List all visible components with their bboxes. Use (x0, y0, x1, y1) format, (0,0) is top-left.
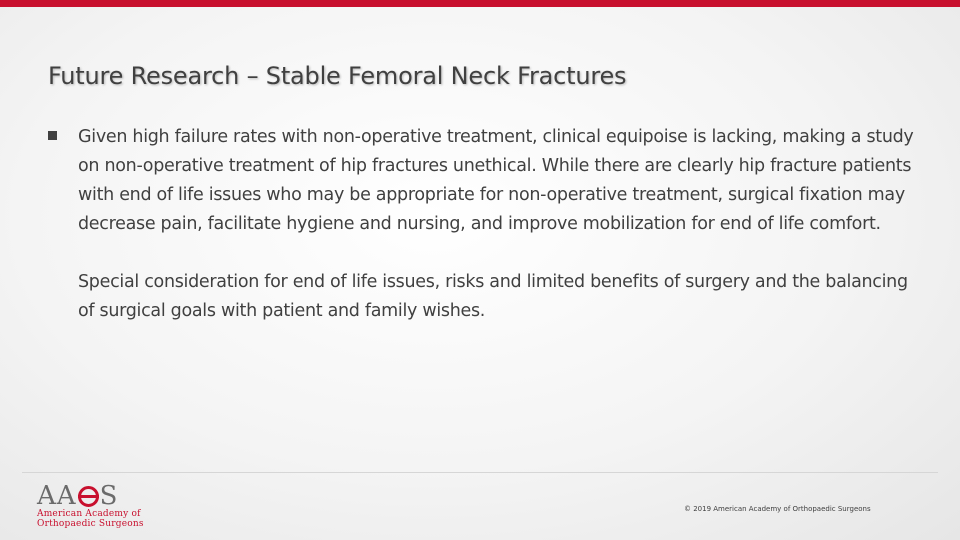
bullet-item (48, 123, 928, 326)
copyright-notice: © 2019 American Academy of Orthopaedic Surgeons (684, 505, 871, 513)
logo-line-1: American Academy of (37, 509, 141, 519)
logo-mark (37, 483, 157, 509)
paragraph-1: Given high failure rates with non-operative treatment, clinical equipoise is lacking, making a study on non-operative treatment of hip fractures unethical. While there are clearly hip fracture patients with end of life issues who may be appropriate for non-operative treatment, surgical fixation may decrease pain, facilitate hygiene and nursing, and improve mobilization for end of life comfort. (78, 127, 914, 234)
top-accent-bar (0, 0, 960, 7)
slide-content (48, 123, 928, 326)
footer-divider (22, 472, 938, 473)
square-bullet-icon (48, 131, 57, 140)
slide-title: Future Research – Stable Femoral Neck Fractures (48, 62, 627, 90)
paragraph-2: Special consideration for end of life issues, risks and limited benefits of surgery and the balancing of surgical goals with patient and family wishes. (78, 272, 908, 321)
logo-o-icon (78, 486, 99, 507)
logo-mark-left: AA (37, 481, 77, 511)
aaos-logo (37, 483, 157, 529)
logo-line-2: Orthopaedic Surgeons (37, 519, 144, 529)
logo-mark-right: S (99, 481, 119, 511)
